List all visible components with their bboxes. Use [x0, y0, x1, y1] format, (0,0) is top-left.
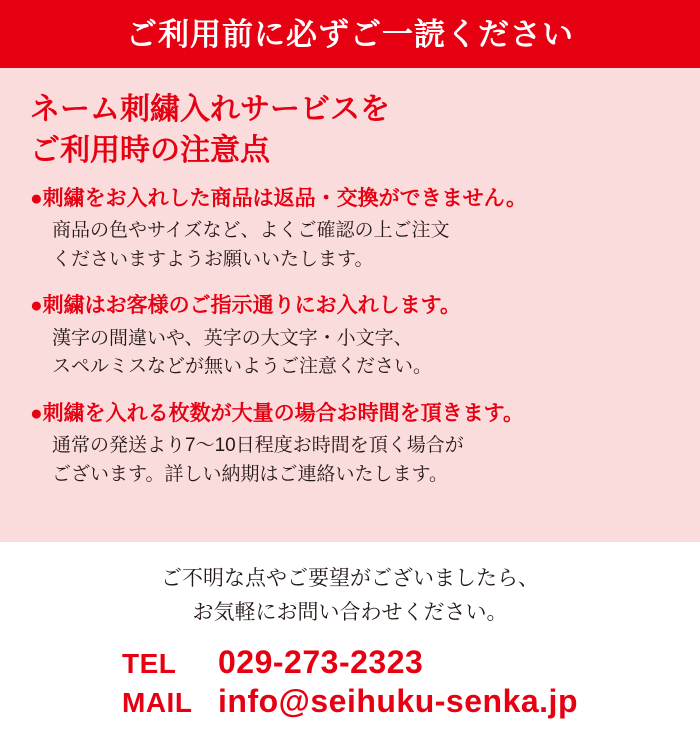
page-title-line2: ご利用時の注意点 — [30, 133, 270, 167]
notice-item-2-body — [30, 325, 670, 382]
notice-item-1 — [30, 185, 670, 274]
notice-item-2-body-line2: スペルミスなどが無いようご注意ください。 — [52, 356, 433, 378]
contact-mail-value[interactable]: info@seihuku-senka.jp — [218, 683, 578, 720]
contact-tel-label: TEL — [122, 648, 177, 680]
contact-lead-line2: お気軽にお問い合わせください。 — [192, 600, 508, 624]
contact-details — [122, 643, 578, 721]
contact-lead — [0, 562, 700, 629]
notice-item-3-body — [30, 432, 670, 489]
notice-item-3-body-line2: ございます。詳しい納期はご連絡いたします。 — [52, 463, 448, 485]
notice-item-2-body-line1: 漢字の間違いや、英字の大文字・小文字、 — [52, 327, 413, 349]
notice-item-3-heading: ●刺繍を入れる枚数が大量の場合お時間を頂きます。 — [30, 401, 525, 425]
notice-item-1-body-line2: くださいますようお願いいたします。 — [52, 248, 374, 270]
contact-mail-row — [122, 682, 578, 721]
notice-panel — [0, 68, 700, 542]
notice-item-3 — [30, 400, 670, 489]
contact-tel-row — [122, 643, 578, 682]
notice-item-1-heading: ●刺繍をお入れした商品は返品・交換ができません。 — [30, 187, 527, 210]
notice-item-2-heading: ●刺繍はお客様のご指示通りにお入れします。 — [30, 294, 462, 318]
notice-item-3-body-line1: 通常の発送より7〜10日程度お時間を頂く場合が — [52, 435, 464, 457]
header-banner — [0, 0, 700, 68]
contact-tel-value[interactable]: 029-273-2323 — [218, 644, 424, 681]
notice-item-1-body-line1: 商品の色やサイズなど、よくご確認の上ご注文 — [52, 220, 450, 242]
notice-item-2 — [30, 292, 670, 381]
contact-mail-label: MAIL — [122, 687, 193, 719]
contact-lead-line1: ご不明な点やご要望がございましたら、 — [161, 567, 539, 590]
contact-section — [0, 542, 700, 750]
page-title — [30, 90, 670, 171]
banner-title: ご利用前に必ずご一読ください — [126, 16, 574, 52]
page-title-line1: ネーム刺繍入れサービスを — [30, 93, 390, 126]
notice-item-1-body — [30, 217, 670, 274]
